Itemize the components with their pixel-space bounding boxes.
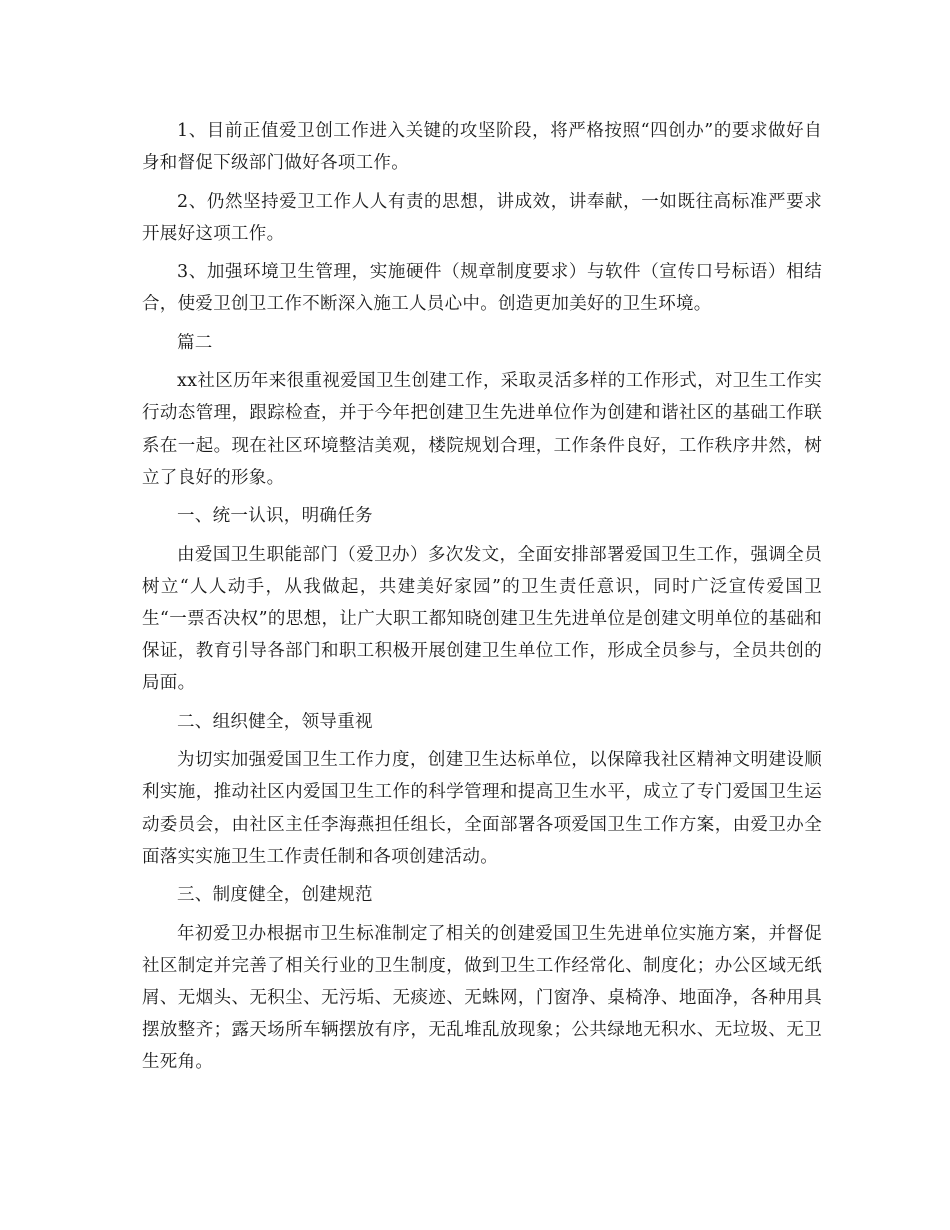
paragraph-3: 3、加强环境卫生管理，实施硬件（规章制度要求）与软件（宣传口号标语）相结合，使爱卫创卫工作不断深入施工人员心中。创造更加美好的卫生环境。 (142, 262, 822, 315)
paragraph-community-intro: xx社区历年来很重视爱国卫生创建工作，采取灵活多样的工作形式，对卫生工作实行动态管理，跟踪检查，并于今年把创建卫生先进单位作为创建和谐社区的基础工作联系在一起。现在社区环境整洁美观，楼院规划合理，工作条件良好，工作秩序井然，树立了良好的形象。 (142, 371, 822, 488)
paragraph-section-3: 年初爱卫办根据市卫生标准制定了相关的创建爱国卫生先进单位实施方案，并督促社区制定并完善了相关行业的卫生制度，做到卫生工作经常化、制度化；办公区域无纸屑、无烟头、无积尘、无污垢、无痰迹、无蛛网，门窗净、桌椅净、地面净，各种用具摆放整齐；露天场所车辆摆放有序，无乱堆乱放现象；公共绿地无积水、无垃圾、无卫生死角。 (142, 923, 822, 1073)
section-heading-1: 一、统一认识，明确任务 (177, 506, 373, 527)
document-body (142, 115, 822, 1085)
paragraph-section-2: 为切实加强爱国卫生工作力度，创建卫生达标单位，以保障我社区精神文明建设顺利实施，推动社区内爱国卫生工作的科学管理和提高卫生水平，成立了专门爱国卫生运动委员会，由社区主任李海燕担任组长，全面部署各项爱国卫生工作方案，由爱卫办全面落实实施卫生工作责任制和各项创建活动。 (142, 750, 822, 867)
paragraph-1: 1、目前正值爱卫创工作进入关键的攻坚阶段，将严格按照“四创办”的要求做好自身和督促下级部门做好各项工作。 (142, 121, 822, 174)
paragraph-2: 2、仍然坚持爱卫工作人人有责的思想，讲成效，讲奉献，一如既往高标准严要求开展好这项工作。 (142, 191, 822, 244)
section-heading-3: 三、制度健全，创建规范 (177, 885, 373, 906)
section-heading-pian-er: 篇二 (177, 332, 213, 353)
paragraph-section-1: 由爱国卫生职能部门（爱卫办）多次发文，全面安排部署爱国卫生工作，强调全员树立“人人动手，从我做起，共建美好家园”的卫生责任意识，同时广泛宣传爱国卫生“一票否决权”的思想，让广大职工都知晓创建卫生先进单位是创建文明单位的基础和保证，教育引导各部门和职工积极开展创建卫生单位工作，形成全员参与，全员共创的局面。 (142, 544, 822, 694)
section-heading-2: 二、组织健全，领导重视 (177, 711, 373, 732)
